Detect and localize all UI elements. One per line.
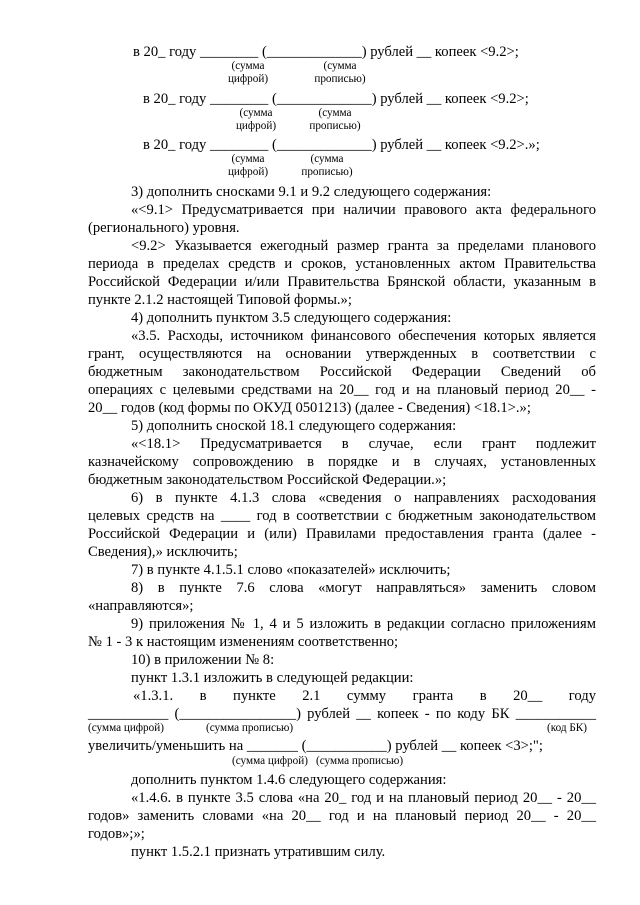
text-line: 4) дополнить пунктом 3.5 следующего содержания: — [131, 310, 452, 326]
text-line: ___________ (________________) рублей __ копеек - по коду БК ___________ — [88, 706, 596, 722]
text-line: годов» заменить словами «на 20__ год и на плановый период 20__ - 20__ — [88, 808, 596, 824]
text-line: (регионального) уровня. — [88, 220, 240, 236]
text-line: 7) в пункте 4.1.5.1 слово «показателей» исключить; — [131, 562, 451, 578]
caption-amount-words-3: (сумма прописью) — [301, 153, 353, 178]
text-line: целевых средств на ____ год в соответствии с бюджетным законодательством — [88, 508, 596, 524]
text-line: «направляются»; — [88, 598, 194, 614]
text-line: 8) в пункте 7.6 слова «могут направляться» заменить словом — [131, 580, 596, 596]
text-line: 5) дополнить сноской 18.1 следующего содержания: — [131, 418, 457, 434]
text-line: годов»;»; — [88, 826, 145, 842]
text-line: пункт 1.5.2.1 признать утратившим силу. — [131, 844, 386, 860]
caption-amount-words-5: (сумма прописью) — [316, 755, 404, 767]
caption-amount-digits-5: (сумма цифрой) — [232, 755, 308, 767]
text-line: 6) в пункте 4.1.3 слова «сведения о направлениях расходования — [131, 490, 596, 506]
text-line: № 1 - 3 к настоящим изменениям соответственно; — [88, 634, 399, 650]
caption-amount-words-2: (сумма прописью) — [309, 107, 361, 132]
text-line: «<9.1> Предусматривается при наличии правового акта федерального — [131, 202, 596, 218]
text-line: операциях с целевыми средствами на 20__ год и на плановый период 20__ - — [88, 382, 596, 398]
text-line: дополнить пунктом 1.4.6 следующего содержания: — [131, 772, 447, 788]
caption-bk-code: (код БК) — [547, 722, 587, 734]
text-line: бюджетным законодательством Российской Федерации.»; — [88, 472, 447, 488]
caption-amount-digits-1: (сумма цифрой) — [227, 60, 269, 85]
caption-amount-words-4: (сумма прописью) — [206, 722, 294, 734]
text-line: пункте 2.1.2 настоящей Типовой формы.»; — [88, 292, 352, 308]
text-line: «1.4.6. в пункте 3.5 слова «на 20_ год и на плановый период 20__ - 20__ — [131, 790, 596, 806]
text-line: пункт 1.3.1 изложить в следующей редакции: — [131, 670, 414, 686]
text-line: «1.3.1. в пункте 2.1 сумму гранта в 20__ году — [133, 688, 596, 704]
text-line: грант, осуществляются на основании утвержденных в соответствии с — [88, 346, 596, 362]
text-line: Сведения),» исключить; — [88, 544, 238, 560]
caption-amount-words-1: (сумма прописью) — [314, 60, 366, 85]
text-line: Российской Федерации и (или) Правилами предоставления гранта (далее - — [88, 526, 596, 542]
text-line: бюджетным законодательством Российской Федерации Сведений об — [88, 364, 596, 380]
amount-line-3: в 20_ году ________ (_____________) рублей __ копеек <9.2>.»; — [143, 137, 540, 153]
text-line: периода в пределах средств и сроков, установленных актом Правительства — [88, 256, 596, 272]
text-line: 3) дополнить сносками 9.1 и 9.2 следующего содержания: — [131, 184, 492, 200]
text-line: «<18.1> Предусматривается в случае, если грант подлежит — [131, 436, 596, 452]
text-line: 10) в приложении № 8: — [131, 652, 275, 668]
amount-line-2: в 20_ году ________ (_____________) рублей __ копеек <9.2>; — [143, 91, 529, 107]
text-line: увеличить/уменьшить на _______ (___________) рублей __ копеек <3>;"; — [88, 738, 543, 754]
amount-line-1: в 20_ году ________ (_____________) рублей __ копеек <9.2>; — [133, 44, 519, 60]
text-line: Российской Федерации и/или Правительства Брянской области, указанным в — [88, 274, 596, 290]
text-line: 9) приложения № 1, 4 и 5 изложить в редакции согласно приложениям — [131, 616, 596, 632]
caption-amount-digits-3: (сумма цифрой) — [227, 153, 269, 178]
text-line: <9.2> Указывается ежегодный размер гранта за пределами планового — [131, 238, 596, 254]
text-line: казначейскому сопровождению в порядке и в случаях, установленных — [88, 454, 596, 470]
caption-amount-digits-2: (сумма цифрой) — [235, 107, 277, 132]
text-line: «3.5. Расходы, источником финансового обеспечения которых является — [131, 328, 596, 344]
text-line: 20__ годов (код формы по ОКУД 0501213) (далее - Сведения) <18.1>.»; — [88, 400, 531, 416]
caption-amount-digits-4: (сумма цифрой) — [88, 722, 164, 734]
